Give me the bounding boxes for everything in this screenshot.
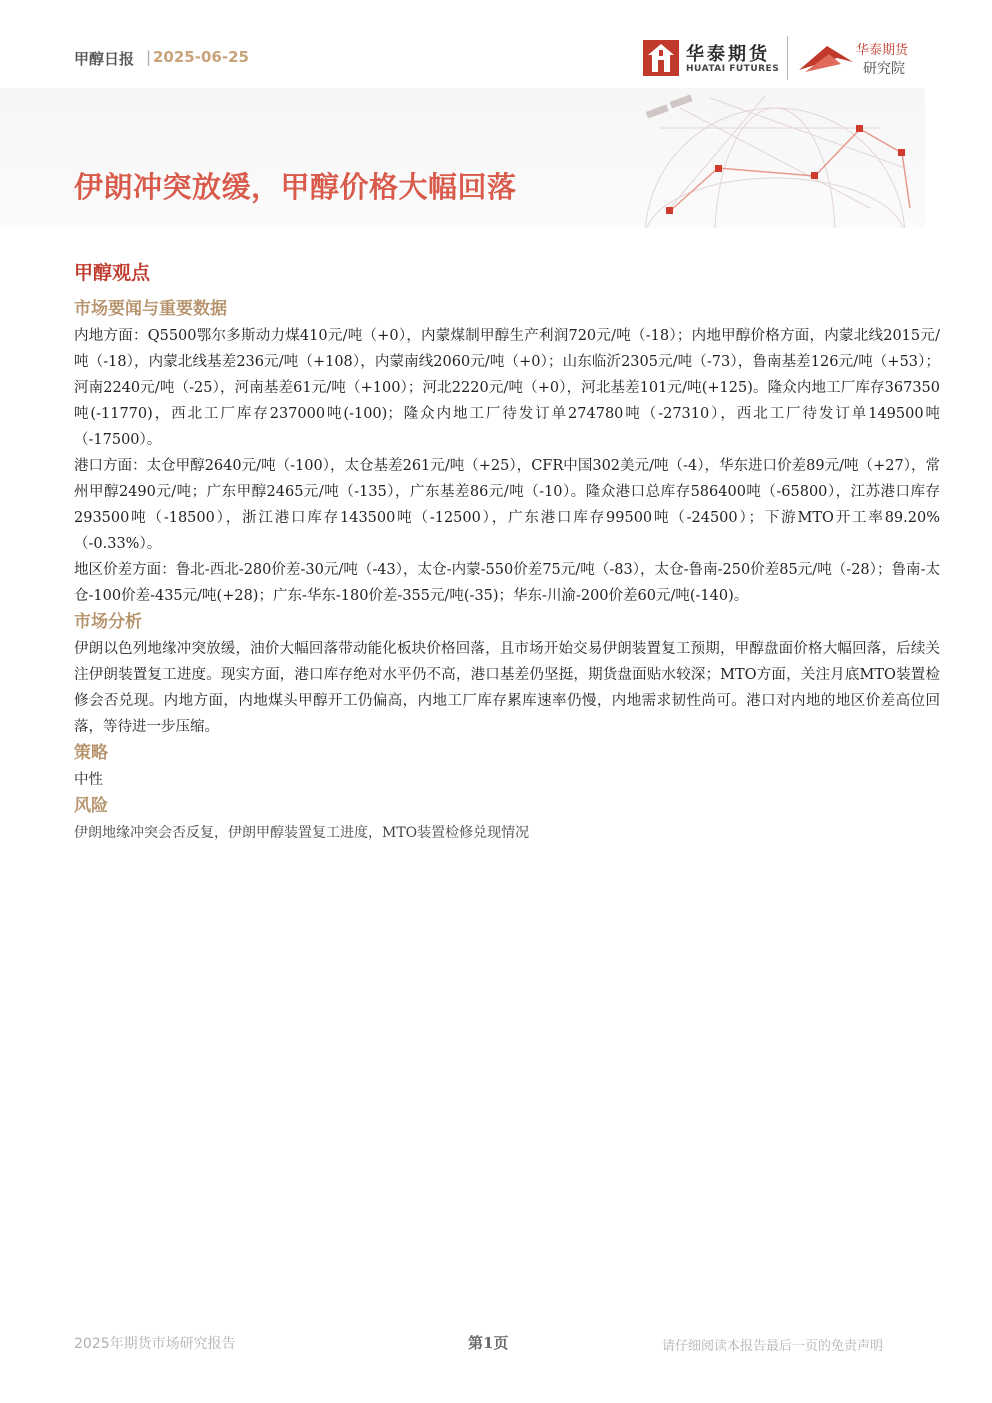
port-paragraph: 港口方面：太仓甲醇2640元/吨（-100），太仓基差261元/吨（+25），CFR中国302美元/吨（-4），华东进口价差89元/吨（+27），常州甲醇2490元/吨；广东甲醇2465元/吨（-135），广东基差86元/吨（-10）。隆众港口总库存586400吨（-65800），江苏港口库存293500吨（-18500），浙江港口库存143500吨（-12500），广东港口库存99500吨（-24500）；下游MTO开工率89.20%（-0.33%）。 [74,458,940,552]
company-name-en: HUATAI FUTURES [686,64,780,74]
footer-report-name: 2025年期货市场研究报告 [74,1336,236,1352]
doc-date: 2025-06-25 [153,48,249,66]
strategy-title: 策略 [74,743,108,763]
risk-title: 风险 [74,796,108,816]
page-number: 第1页 [468,1334,509,1352]
strategy-text: 中性 [74,772,103,788]
company-name-cn: 华泰期货 [686,44,770,65]
spread-paragraph: 地区价差方面：鲁北-西北-280价差-30元/吨（-43），太仓-内蒙-550价差75元/吨（-83），太仓-鲁南-250价差85元/吨（-28）；鲁南-太仓-100价差-435元/吨(+28)；广东-华东-180价差-355元/吨(-35)；华东-川渝-200价差60元/吨(-140)。 [74,562,940,604]
logo-divider [787,36,788,80]
header-separator: | [146,48,152,66]
risk-text: 伊朗地缘冲突会否反复，伊朗甲醇装置复工进度，MTO装置检修兑现情况 [74,825,530,841]
institute-name-line2: 研究院 [863,61,905,77]
section-title: 甲醇观点 [74,262,151,284]
network-sphere-graphic [560,88,925,228]
analysis-paragraph: 伊朗以色列地缘冲突放缓，油价大幅回落带动能化板块价格回落，且市场开始交易伊朗装置复工预期，甲醇盘面价格大幅回落，后续关注伊朗装置复工进度。现实方面，港口库存绝对水平仍不高，港口基差仍坚挺，期货盘面贴水较深；MTO方面，关注月底MTO装置检修会否兑现。内地方面，内地煤头甲醇开工仍偏高，内地工厂库存累库速率仍慢，内地需求韧性尚可。港口对内地的地区价差高位回落，等待进一步压缩。 [74,641,940,735]
page-header [0,0,992,90]
analysis-title: 市场分析 [74,612,142,632]
institute-logo-icon [797,40,855,76]
doc-type-label: 甲醇日报 [74,50,135,68]
news-title: 市场要闻与重要数据 [74,299,227,319]
institute-name-line1: 华泰期货 [856,43,909,58]
report-body [74,258,940,846]
report-title: 伊朗冲突放缓，甲醇价格大幅回落 [74,170,517,204]
inland-paragraph: 内地方面：Q5500鄂尔多斯动力煤410元/吨（+0），内蒙煤制甲醇生产利润720元/吨（-18）；内地甲醇价格方面，内蒙北线2015元/吨（-18），内蒙北线基差236元/吨（+108），内蒙南线2060元/吨（+0）；山东临沂2305元/吨（-73），鲁南基差126元/吨（+53）；河南2240元/吨（-25），河南基差61元/吨（+100）；河北2220元/吨（+0），河北基差101元/吨(+125)。隆众内地工厂库存367350吨(-11770)，西北工厂库存237000吨(-100)；隆众内地工厂待发订单274780吨（-27310），西北工厂待发订单149500吨（-17500）。 [74,328,940,448]
huatai-logo-icon [643,40,679,76]
footer-disclaimer-note: 请仔细阅读本报告最后一页的免责声明 [662,1339,884,1354]
